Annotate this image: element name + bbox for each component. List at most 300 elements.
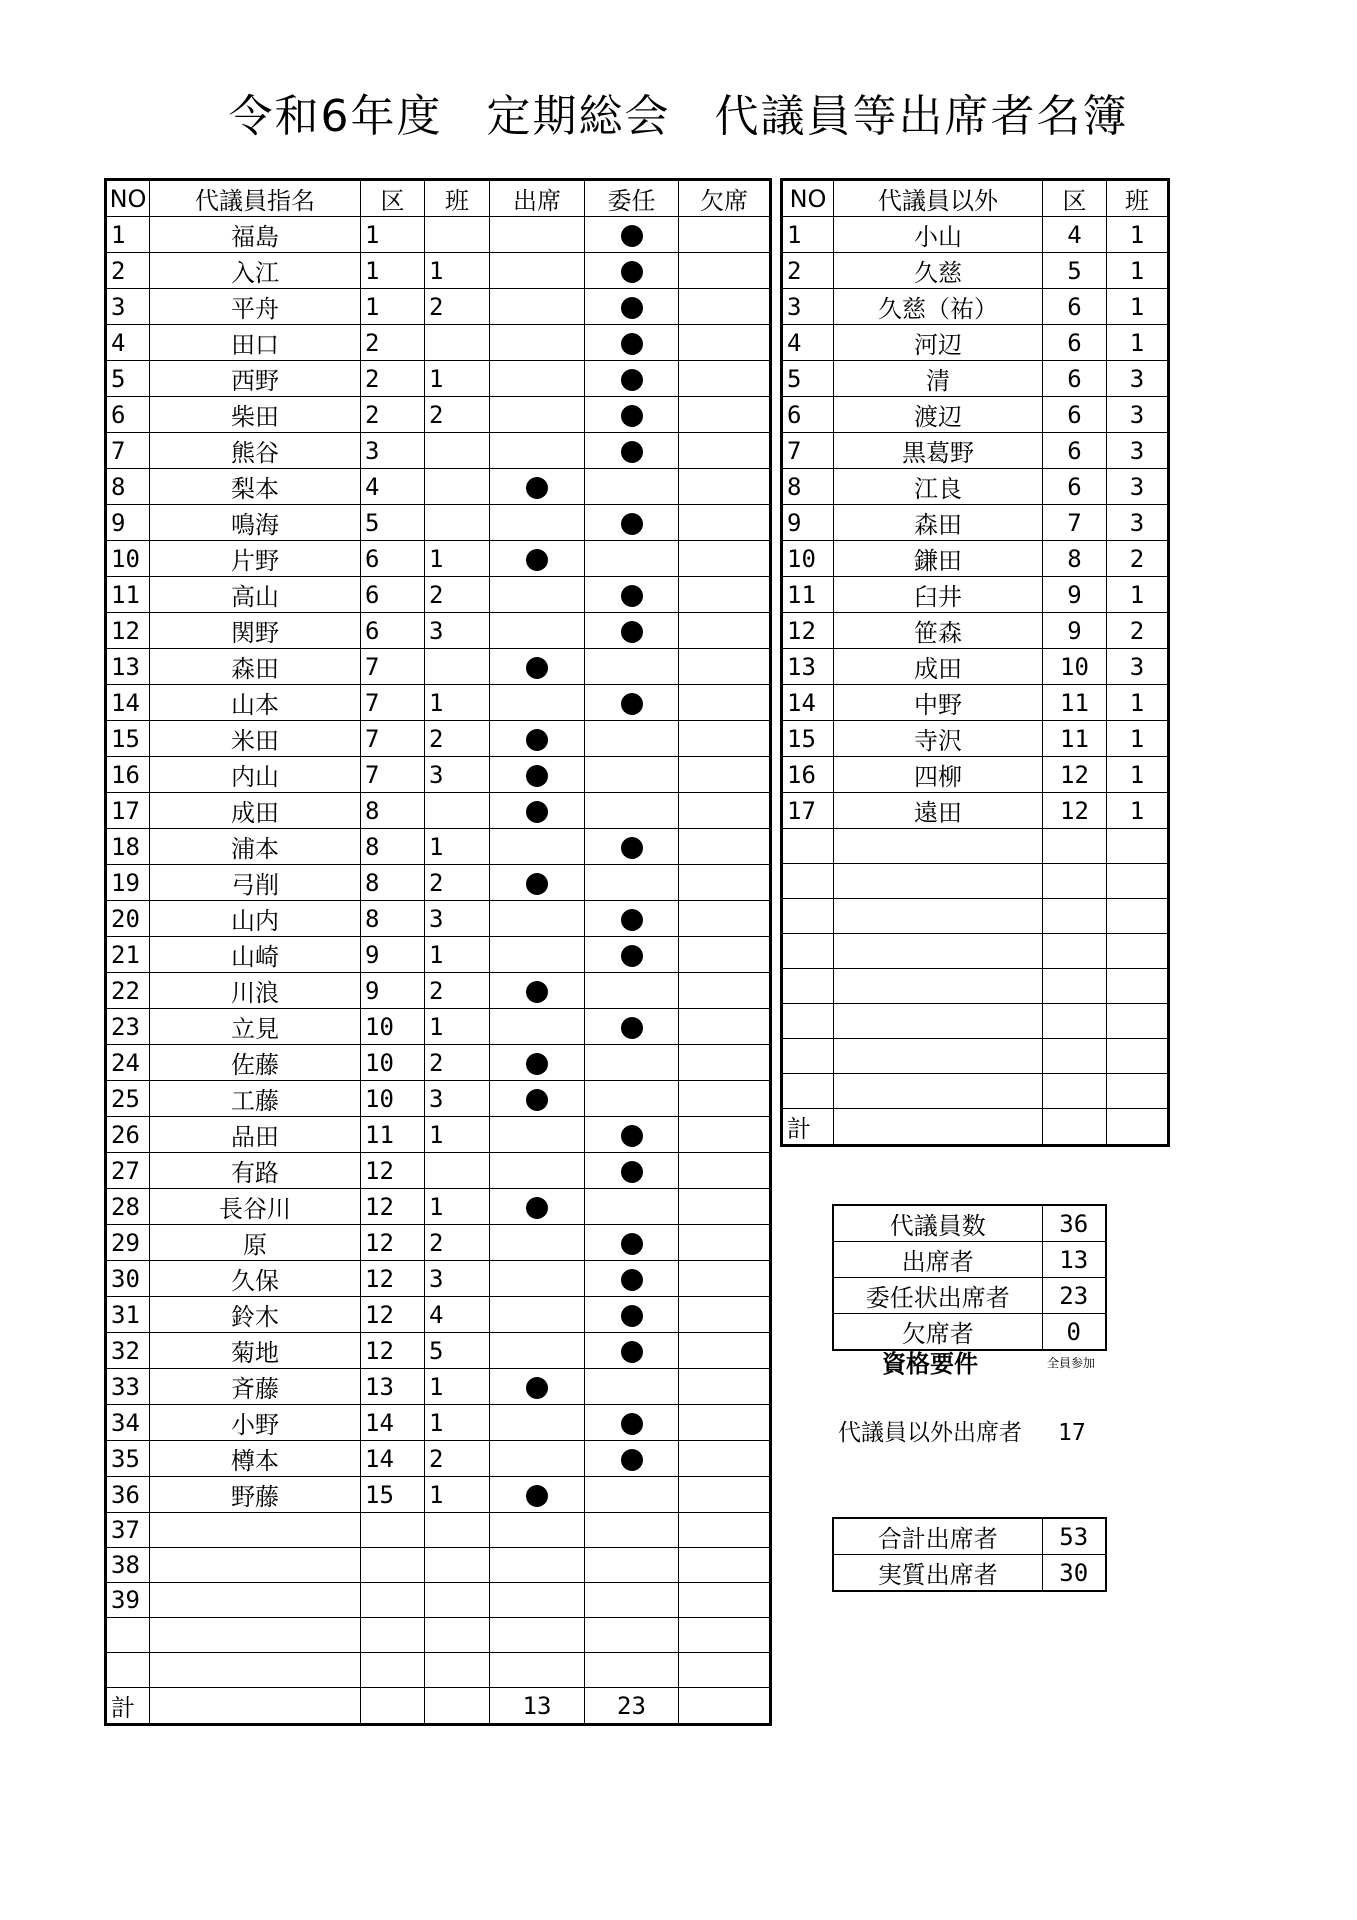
- row-ininn: [585, 397, 679, 433]
- table-row: [106, 541, 771, 577]
- attendance-mark-icon: [526, 1089, 548, 1111]
- attendance-mark-icon: [621, 945, 643, 967]
- other-row-ku: 5: [1043, 253, 1107, 289]
- other-row-han: 1: [1107, 685, 1169, 721]
- other-row-name: [834, 1039, 1043, 1074]
- row-shusseki: [490, 1405, 585, 1441]
- row-kesseki: [679, 1369, 771, 1405]
- row-no: 30: [106, 1261, 150, 1297]
- row-ku: 8: [361, 865, 425, 901]
- attendance-mark-icon: [621, 585, 643, 607]
- row-ininn: [585, 253, 679, 289]
- other-row-han: [1107, 829, 1169, 864]
- row-kesseki: [679, 793, 771, 829]
- row-han: [425, 1618, 490, 1653]
- row-ku: 6: [361, 541, 425, 577]
- row-ininn: [585, 433, 679, 469]
- row-ininn: [585, 1548, 679, 1583]
- other-row-ku: [1043, 829, 1107, 864]
- row-no: 28: [106, 1189, 150, 1225]
- table-row: [106, 1225, 771, 1261]
- row-shusseki: [490, 433, 585, 469]
- row-ininn: [585, 541, 679, 577]
- qualification: [832, 1344, 1108, 1378]
- row-no: 36: [106, 1477, 150, 1513]
- row-han: 2: [425, 577, 490, 613]
- row-shusseki: [490, 757, 585, 793]
- title-year: 令和6年度: [228, 91, 443, 142]
- other-row-name: 河辺: [834, 325, 1043, 361]
- other-row-han: 3: [1107, 361, 1169, 397]
- row-name: 鳴海: [150, 505, 361, 541]
- attendance-mark-icon: [621, 1449, 643, 1471]
- row-kesseki: [679, 1045, 771, 1081]
- row-ininn: [585, 1441, 679, 1477]
- attendance-mark-icon: [621, 261, 643, 283]
- header-ku: 区: [361, 180, 425, 217]
- row-no: 13: [106, 649, 150, 685]
- row-no: 19: [106, 865, 150, 901]
- other-row-name: [834, 969, 1043, 1004]
- row-name: 斉藤: [150, 1369, 361, 1405]
- row-kesseki: [679, 1297, 771, 1333]
- row-ininn: [585, 1189, 679, 1225]
- row-name: 関野: [150, 613, 361, 649]
- row-han: 1: [425, 1009, 490, 1045]
- table-row: [106, 1369, 771, 1405]
- other-row-no: 2: [782, 253, 834, 289]
- row-kesseki: [679, 613, 771, 649]
- header-han: 班: [425, 180, 490, 217]
- row-han: 3: [425, 1261, 490, 1297]
- row-ininn: [585, 1405, 679, 1441]
- summary-label: 出席者: [833, 1242, 1042, 1278]
- row-name: 菊地: [150, 1333, 361, 1369]
- other-row-ku: 12: [1043, 793, 1107, 829]
- other-row-han: 2: [1107, 613, 1169, 649]
- table-row: [782, 325, 1169, 361]
- row-han: [425, 1153, 490, 1189]
- row-name: 川浪: [150, 973, 361, 1009]
- row-shusseki: [490, 1225, 585, 1261]
- row-ku: 10: [361, 1045, 425, 1081]
- row-han: [425, 649, 490, 685]
- other-row-ku: 11: [1043, 721, 1107, 757]
- row-kesseki: [679, 1225, 771, 1261]
- other-row-name: 臼井: [834, 577, 1043, 613]
- row-no: 4: [106, 325, 150, 361]
- other-header-ku: 区: [1043, 180, 1107, 217]
- table-row: [782, 577, 1169, 613]
- row-han: 1: [425, 253, 490, 289]
- table-row: [782, 1004, 1169, 1039]
- other-row-name: 寺沢: [834, 721, 1043, 757]
- non-delegate-header: [782, 180, 1169, 217]
- attendance-mark-icon: [621, 225, 643, 247]
- row-shusseki: [490, 793, 585, 829]
- row-kesseki: [679, 1081, 771, 1117]
- table-row: [106, 1653, 771, 1688]
- other-row-han: [1107, 864, 1169, 899]
- row-han: [425, 1548, 490, 1583]
- row-han: 1: [425, 685, 490, 721]
- attendance-mark-icon: [526, 657, 548, 679]
- attendance-mark-icon: [621, 513, 643, 535]
- row-ku: 12: [361, 1261, 425, 1297]
- row-shusseki: [490, 1261, 585, 1297]
- other-row-ku: [1043, 1039, 1107, 1074]
- table-row: [106, 505, 771, 541]
- other-row-name: [834, 829, 1043, 864]
- table-row: [106, 469, 771, 505]
- row-kesseki: [679, 1653, 771, 1688]
- row-ku: 14: [361, 1441, 425, 1477]
- row-no: 14: [106, 685, 150, 721]
- attendance-mark-icon: [621, 369, 643, 391]
- row-name: 森田: [150, 649, 361, 685]
- row-name: 鈴木: [150, 1297, 361, 1333]
- other-row-ku: 8: [1043, 541, 1107, 577]
- row-shusseki: [490, 289, 585, 325]
- other-row-ku: 11: [1043, 685, 1107, 721]
- header-name: 代議員指名: [150, 180, 361, 217]
- other-row-han: [1107, 1074, 1169, 1109]
- other-row-han: [1107, 934, 1169, 969]
- row-ku: 12: [361, 1189, 425, 1225]
- row-han: 2: [425, 1225, 490, 1261]
- row-shusseki: [490, 973, 585, 1009]
- summary-row: [833, 1278, 1106, 1314]
- table-row: [106, 793, 771, 829]
- row-shusseki: [490, 829, 585, 865]
- other-attendance-label: 代議員以外出席者: [838, 1420, 1022, 1446]
- row-shusseki: [490, 505, 585, 541]
- totals-table: [832, 1517, 1107, 1592]
- table-row: [782, 969, 1169, 1004]
- table-row: [106, 901, 771, 937]
- row-han: 3: [425, 757, 490, 793]
- row-han: 1: [425, 361, 490, 397]
- other-attendance-value: 17: [1058, 1420, 1086, 1446]
- row-han: 3: [425, 901, 490, 937]
- title-doc: 代議員等出席者名簿: [714, 91, 1129, 142]
- row-shusseki: [490, 253, 585, 289]
- row-name: 野藤: [150, 1477, 361, 1513]
- row-kesseki: [679, 1117, 771, 1153]
- row-ininn: [585, 1333, 679, 1369]
- other-row-han: 1: [1107, 757, 1169, 793]
- row-kesseki: [679, 649, 771, 685]
- row-no: [106, 1618, 150, 1653]
- table-row: [782, 685, 1169, 721]
- row-han: 5: [425, 1333, 490, 1369]
- total-shusseki: 13: [490, 1688, 585, 1725]
- attendance-mark-icon: [621, 405, 643, 427]
- row-ku: 9: [361, 973, 425, 1009]
- row-shusseki: [490, 1618, 585, 1653]
- other-row-no: 13: [782, 649, 834, 685]
- attendance-mark-icon: [621, 909, 643, 931]
- table-row: [106, 1405, 771, 1441]
- other-row-ku: 6: [1043, 325, 1107, 361]
- row-ininn: [585, 325, 679, 361]
- row-han: 2: [425, 289, 490, 325]
- table-row: [782, 505, 1169, 541]
- attendance-mark-icon: [526, 729, 548, 751]
- row-ku: 1: [361, 289, 425, 325]
- attendance-mark-icon: [621, 333, 643, 355]
- row-no: 7: [106, 433, 150, 469]
- table-row: [782, 864, 1169, 899]
- row-han: [425, 1583, 490, 1618]
- row-ininn: [585, 1117, 679, 1153]
- row-shusseki: [490, 865, 585, 901]
- row-name: [150, 1618, 361, 1653]
- row-name: 福島: [150, 217, 361, 253]
- row-no: 17: [106, 793, 150, 829]
- other-row-han: 3: [1107, 469, 1169, 505]
- delegate-table: [104, 178, 772, 1726]
- row-shusseki: [490, 1189, 585, 1225]
- row-han: 2: [425, 865, 490, 901]
- table-row: [106, 1153, 771, 1189]
- other-row-ku: 6: [1043, 433, 1107, 469]
- row-shusseki: [490, 613, 585, 649]
- attendance-mark-icon: [621, 693, 643, 715]
- table-row: [106, 1583, 771, 1618]
- other-row-name: [834, 934, 1043, 969]
- other-row-ku: 6: [1043, 361, 1107, 397]
- table-row: [106, 829, 771, 865]
- row-name: 高山: [150, 577, 361, 613]
- other-attendance: [838, 1414, 1086, 1447]
- row-name: 入江: [150, 253, 361, 289]
- row-kesseki: [679, 1189, 771, 1225]
- attendance-mark-icon: [621, 837, 643, 859]
- other-row-name: [834, 864, 1043, 899]
- row-no: 33: [106, 1369, 150, 1405]
- table-row: [106, 1189, 771, 1225]
- other-row-han: 2: [1107, 541, 1169, 577]
- table-row: [106, 1009, 771, 1045]
- row-han: 3: [425, 1081, 490, 1117]
- other-row-no: [782, 1074, 834, 1109]
- row-name: 工藤: [150, 1081, 361, 1117]
- row-ininn: [585, 1081, 679, 1117]
- other-row-han: 1: [1107, 217, 1169, 253]
- row-kesseki: [679, 1261, 771, 1297]
- row-shusseki: [490, 1477, 585, 1513]
- row-name: 熊谷: [150, 433, 361, 469]
- row-ininn: [585, 757, 679, 793]
- other-row-han: [1107, 1004, 1169, 1039]
- other-row-name: 清: [834, 361, 1043, 397]
- row-kesseki: [679, 289, 771, 325]
- attendance-mark-icon: [526, 801, 548, 823]
- other-row-ku: [1043, 1004, 1107, 1039]
- table-row: [782, 649, 1169, 685]
- table-row: [782, 829, 1169, 864]
- row-ininn: [585, 901, 679, 937]
- row-ku: 1: [361, 253, 425, 289]
- table-row: [106, 721, 771, 757]
- row-no: 39: [106, 1583, 150, 1618]
- row-no: 35: [106, 1441, 150, 1477]
- row-shusseki: [490, 1513, 585, 1548]
- summary-table: [832, 1204, 1107, 1351]
- other-row-name: [834, 1074, 1043, 1109]
- table-row: [106, 433, 771, 469]
- row-ku: 7: [361, 649, 425, 685]
- summary-label: 実質出席者: [833, 1555, 1042, 1592]
- row-no: 6: [106, 397, 150, 433]
- row-shusseki: [490, 1045, 585, 1081]
- row-ku: 6: [361, 577, 425, 613]
- row-shusseki: [490, 361, 585, 397]
- row-ininn: [585, 1297, 679, 1333]
- summary-label: 欠席者: [833, 1314, 1042, 1351]
- row-ku: 14: [361, 1405, 425, 1441]
- other-row-no: [782, 969, 834, 1004]
- other-row-han: 1: [1107, 793, 1169, 829]
- row-kesseki: [679, 469, 771, 505]
- row-shusseki: [490, 1117, 585, 1153]
- table-row: [106, 577, 771, 613]
- other-row-no: 9: [782, 505, 834, 541]
- document-title: [0, 80, 1357, 144]
- row-kesseki: [679, 829, 771, 865]
- summary-label: 合計出席者: [833, 1518, 1042, 1555]
- row-ininn: [585, 1261, 679, 1297]
- row-ininn: [585, 1045, 679, 1081]
- row-han: 1: [425, 1477, 490, 1513]
- row-kesseki: [679, 217, 771, 253]
- other-row-han: 3: [1107, 649, 1169, 685]
- row-kesseki: [679, 901, 771, 937]
- row-shusseki: [490, 541, 585, 577]
- row-ininn: [585, 361, 679, 397]
- row-ku: 2: [361, 397, 425, 433]
- total-ininn: 23: [585, 1688, 679, 1725]
- table-row: [782, 1074, 1169, 1109]
- other-row-no: 17: [782, 793, 834, 829]
- row-name: 山崎: [150, 937, 361, 973]
- table-row: [782, 721, 1169, 757]
- other-row-no: 12: [782, 613, 834, 649]
- row-kesseki: [679, 1477, 771, 1513]
- row-ininn: [585, 1153, 679, 1189]
- attendance-mark-icon: [526, 1197, 548, 1219]
- table-row: [782, 397, 1169, 433]
- summary-value: 13: [1042, 1242, 1106, 1278]
- other-row-han: 1: [1107, 253, 1169, 289]
- table-row: [106, 253, 771, 289]
- row-shusseki: [490, 217, 585, 253]
- table-row: [106, 1441, 771, 1477]
- row-shusseki: [490, 1369, 585, 1405]
- row-ininn: [585, 649, 679, 685]
- other-row-no: [782, 829, 834, 864]
- table-row: [106, 1297, 771, 1333]
- row-han: [425, 433, 490, 469]
- table-row: [782, 361, 1169, 397]
- other-row-ku: [1043, 1074, 1107, 1109]
- row-ku: 8: [361, 901, 425, 937]
- row-han: 4: [425, 1297, 490, 1333]
- row-no: 27: [106, 1153, 150, 1189]
- row-name: 佐藤: [150, 1045, 361, 1081]
- other-row-no: 8: [782, 469, 834, 505]
- attendance-mark-icon: [621, 1413, 643, 1435]
- row-ku: 2: [361, 325, 425, 361]
- row-no: 20: [106, 901, 150, 937]
- row-ininn: [585, 1583, 679, 1618]
- other-row-name: 笹森: [834, 613, 1043, 649]
- table-row: [106, 1548, 771, 1583]
- row-han: 1: [425, 1189, 490, 1225]
- table-row: [106, 1477, 771, 1513]
- non-delegate-table: [780, 178, 1170, 1147]
- other-row-ku: [1043, 864, 1107, 899]
- other-row-no: 4: [782, 325, 834, 361]
- row-shusseki: [490, 685, 585, 721]
- other-row-name: 成田: [834, 649, 1043, 685]
- row-han: 1: [425, 829, 490, 865]
- row-kesseki: [679, 361, 771, 397]
- summary-label: 委任状出席者: [833, 1278, 1042, 1314]
- row-kesseki: [679, 1405, 771, 1441]
- other-row-no: 3: [782, 289, 834, 325]
- row-no: 8: [106, 469, 150, 505]
- row-kesseki: [679, 433, 771, 469]
- row-ininn: [585, 937, 679, 973]
- attendance-mark-icon: [621, 1233, 643, 1255]
- row-han: [425, 1653, 490, 1688]
- header-kesseki: 欠席: [679, 180, 771, 217]
- row-han: 1: [425, 541, 490, 577]
- table-row: [782, 899, 1169, 934]
- row-kesseki: [679, 1153, 771, 1189]
- qualification-note: 全員参加: [1047, 1356, 1096, 1370]
- row-name: 弓削: [150, 865, 361, 901]
- row-name: 西野: [150, 361, 361, 397]
- table-row: [782, 1039, 1169, 1074]
- row-han: [425, 469, 490, 505]
- row-ininn: [585, 1477, 679, 1513]
- row-kesseki: [679, 397, 771, 433]
- row-ininn: [585, 505, 679, 541]
- row-shusseki: [490, 577, 585, 613]
- row-no: 12: [106, 613, 150, 649]
- row-kesseki: [679, 865, 771, 901]
- row-shusseki: [490, 1081, 585, 1117]
- row-ininn: [585, 1225, 679, 1261]
- other-row-name: [834, 1004, 1043, 1039]
- row-ininn: [585, 469, 679, 505]
- table-row: [106, 973, 771, 1009]
- table-row: [782, 469, 1169, 505]
- row-ku: [361, 1653, 425, 1688]
- row-shusseki: [490, 901, 585, 937]
- row-ku: 11: [361, 1117, 425, 1153]
- row-ku: 12: [361, 1297, 425, 1333]
- table-row: [106, 1513, 771, 1548]
- table-row: [782, 613, 1169, 649]
- row-kesseki: [679, 1618, 771, 1653]
- other-row-no: [782, 1004, 834, 1039]
- row-name: [150, 1513, 361, 1548]
- table-row: [106, 757, 771, 793]
